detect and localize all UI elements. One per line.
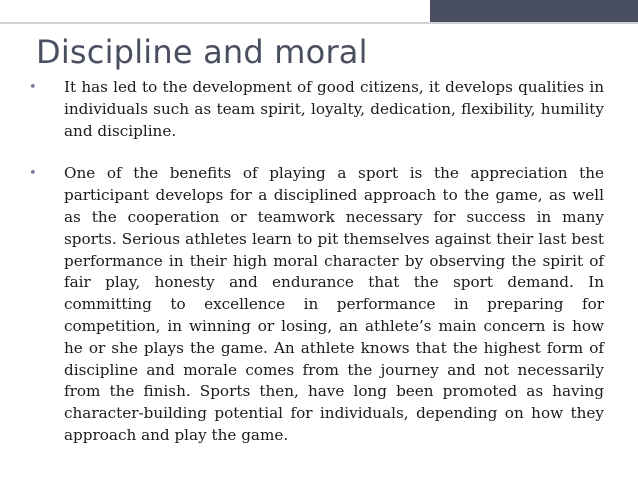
slide-body <box>26 77 604 447</box>
header-divider <box>0 22 638 24</box>
bullet-text-2: One of the benefits of playing a sport is the appreciation the participant develops for a disciplined approach to the game, as well as the cooperation or teamwork necessary for success in many sports. Serious athletes learn to pit themselves against their last best performance in their high moral character by observing the spirit of fair play, honesty and endurance that the sport demand. In committing to excellence in performance in preparing for competition, in winning or losing, an athlete’s main concern is how he or she plays the game. An athlete knows that the highest form of discipline and morale comes from the journey and not necessarily from the finish. Sports then, have long been promoted as having character-building potential for individuals, depending on how they approach and play the game. <box>64 164 604 444</box>
bullet-text-1: It has led to the development of good citizens, it develops qualities in individuals such as team spirit, loyalty, dedication, flexibility, humility and discipline. <box>64 78 604 140</box>
header-band-light <box>0 0 430 22</box>
bullet-dot-icon: • <box>29 166 37 182</box>
bullet-item-2 <box>26 163 604 446</box>
bullet-item-1 <box>26 77 604 142</box>
slide-title: Discipline and moral <box>36 33 368 71</box>
header-band <box>0 0 638 22</box>
header-band-dark <box>430 0 638 22</box>
bullet-dot-icon: • <box>29 80 37 95</box>
